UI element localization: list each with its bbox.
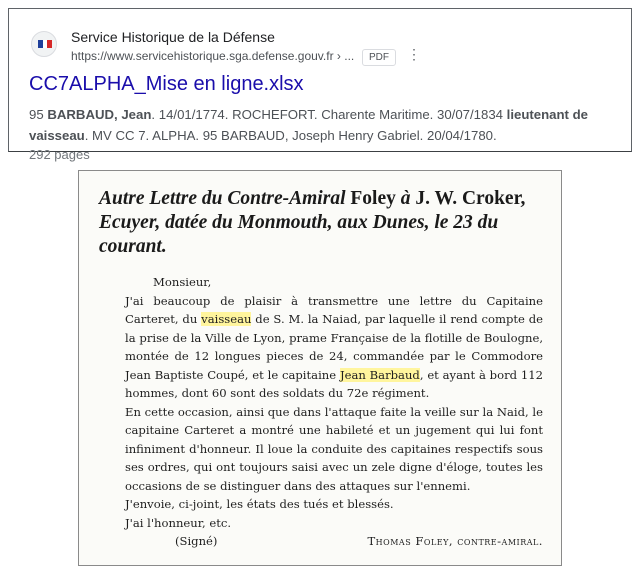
scanned-excerpt-image [78,170,562,566]
letter-paragraph [105,292,543,403]
paragraph-text: de S. M. la Naiad, par laquelle il rend compte de la prise de la Ville de Lyon, prame Française de la flotille de Boulogne, montée de 12 longues pieces de 24, commandée par le Commodore Jean Baptiste Coupé, et le capitaine [125,312,543,382]
highlight-vaisseau: vaisseau [201,312,252,326]
heading-part: Autre Lettre du Contre-Amiral [99,188,351,209]
snippet-text: . MV CC 7. ALPHA. 95 BARBAUD, Joseph Henry Gabriel. 20/04/1780. [84,128,497,143]
highlight-jean-barbaud: Jean Barbaud [339,367,420,382]
page-count: 292 pages [29,147,90,162]
site-name[interactable]: Service Historique de la Défense [71,29,275,45]
site-favicon-icon[interactable] [31,31,57,57]
snippet-text: . 14/01/1774. ROCHEFORT. Charente Maritime. 30/07/1834 [151,107,507,122]
snippet-text: 95 [29,107,48,122]
file-type-badge: PDF [362,49,396,66]
letter-paragraph: J'envoie, ci-joint, les états des tués et blessés. [125,497,394,511]
paragraph-text: J'ai beaucoup de plaisir à transmettre une lettre du Capitaine Carteret, du [125,293,543,326]
snippet-match: lieutenant de vaisseau [29,107,589,143]
letter-paragraph: En cette occasion, ainsi que dans l'attaque faite la veille sur la Naid, le capitaine Carteret a montré une habileté et un jugement qui lui font infiniment d'honneur. Il loue la conduite des capitaines respectifs sous ses ordres, qui ont toujours saisi avec un zele digne d'éloge, toutes les occasions de se distinguer dans des attaques sur l'ennemi. [125,404,543,493]
letter-salutation: Monsieur, [153,275,212,289]
french-flag-icon [38,40,52,48]
result-title-link[interactable]: CC7ALPHA_Mise en ligne.xlsx [29,73,304,95]
heading-part: J. W. Croker, [415,188,526,209]
result-url[interactable]: https://www.servicehistorique.sga.defense.gouv.fr › ... [71,49,355,63]
heading-part: Ecuyer, datée du Monmouth, aux Dunes, le 23 du courant. [99,212,499,257]
paragraph-text: , et ayant à bord 112 hommes, dont 60 sont des soldats du 72e régiment. [125,367,543,400]
signature: Thomas Foley, contre-amiral. [367,534,543,548]
heading-part: Foley [350,188,401,209]
letter-heading [99,187,543,259]
search-result-card [8,8,632,162]
snippet-match: BARBAUD, Jean [47,107,152,122]
signature-line [105,532,543,551]
result-snippet [29,104,629,146]
flag-stripe-red [47,40,52,48]
heading-part: à [400,188,416,209]
more-options-icon[interactable]: ⋮ [407,46,421,62]
signed-label: (Signé) [175,534,218,548]
letter-body [105,273,543,551]
letter-closing: J'ai l'honneur, etc. [125,515,232,530]
